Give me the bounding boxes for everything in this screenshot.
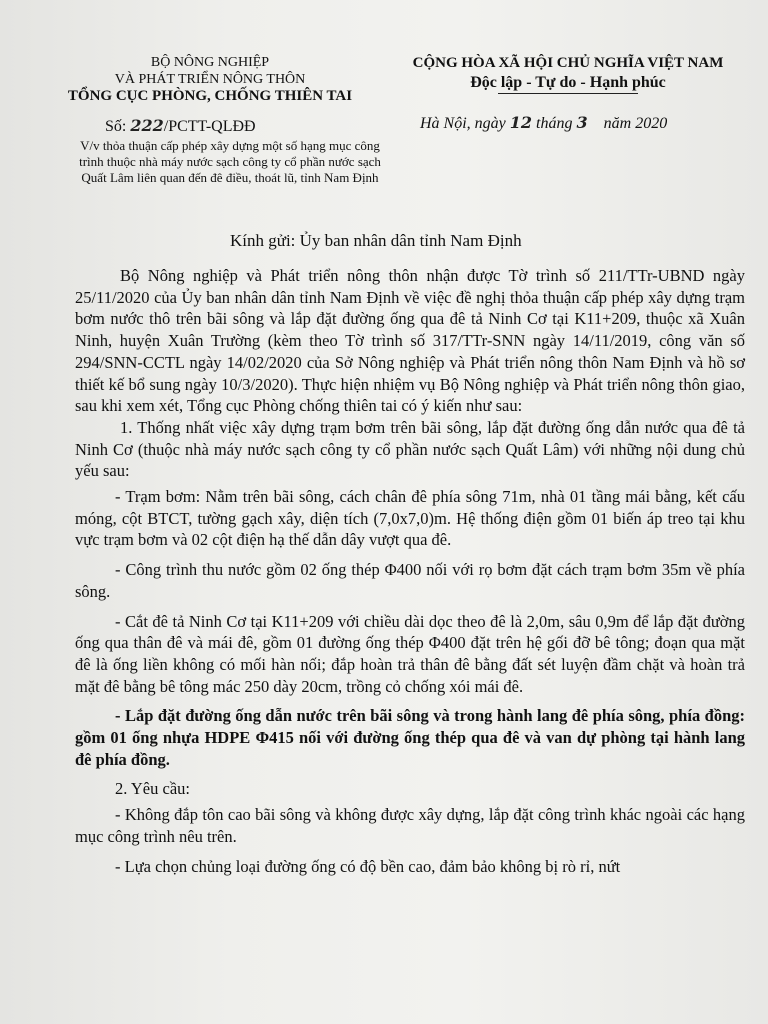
item-pipeline-installation: - Lắp đặt đường ống dẫn nước trên bãi sông và trong hành lang đê phía sông, phía đồng: gồm 01 ống nhựa HDPE Φ415 nối với đường ống thép qua đê và van dự phòng tại hành lang đê phía đồng. [75, 706, 745, 769]
ministry-name-line2: VÀ PHÁT TRIỂN NÔNG THÔN [114, 72, 306, 87]
doc-number-suffix: /PCTT-QLĐĐ [163, 118, 256, 135]
addressee: Kính gửi: Ủy ban nhân dân tỉnh Nam Định [230, 231, 522, 250]
item-pump-station: - Trạm bơm: Nằm trên bãi sông, cách chân đê phía sông 71m, nhà 01 tầng mái bằng, kết cấu móng, cột BTCT, tường gạch xây, diện tích (7,0x7,0)m. Hệ thống điện gồm 01 biến áp treo tại khu vực trạm bơm và 02 cột điện hạ thế dẫn dây vượt qua đê. [75, 487, 745, 550]
document-date [420, 113, 667, 133]
requirement-2: - Lựa chọn chủng loại đường ống có độ bền cao, đảm bảo không bị rò rỉ, nứt [115, 856, 621, 876]
republic-name: CỘNG HÒA XÃ HỘI CHỦ NGHĨA VIỆT NAM [412, 55, 724, 71]
date-month-label: tháng [536, 115, 573, 132]
requirement-1: - Không đắp tôn cao bãi sông và không được xây dựng, lắp đặt công trình khác ngoài các hạng mục công trình nêu trên. [75, 805, 745, 846]
intro-paragraph: Bộ Nông nghiệp và Phát triển nông thôn nhận được Tờ trình số 211/TTr-UBND ngày 25/11/2020 của Ủy ban nhân dân tỉnh Nam Định về việc đề nghị thỏa thuận cấp phép xây dựng trạm bơm nước thô trên bãi sông và lắp đặt đường ống qua đê tả Ninh Cơ tại K11+209, thuộc xã Xuân Ninh, huyện Xuân Trường (kèm theo Tờ trình số 317/TTr-SNN ngày 14/11/2019, công văn số 294/SNN-CCTL ngày 14/02/2020 của Sở Nông nghiệp và Phát triển nông thôn Nam Định và hồ sơ thiết kế bổ sung ngày 10/3/2020). Thực hiện nhiệm vụ Bộ Nông nghiệp và Phát triển nông thôn giao, sau khi xem xét, Tổng cục Phòng chống thiên tai có ý kiến như sau: [75, 266, 745, 416]
item-water-intake: - Công trình thu nước gồm 02 ống thép Φ400 nối với rọ bơm đặt cách trạm bơm 35m về phía sông. [75, 560, 745, 601]
document-subject: V/v thỏa thuận cấp phép xây dựng một số hạng mục công trình thuộc nhà máy nước sạch công ty cổ phần nước sạch Quất Lâm liên quan đến đê điều, thoát lũ, tỉnh Nam Định [79, 138, 381, 185]
doc-number-prefix: Số: [105, 118, 127, 135]
agency-name: TỔNG CỤC PHÒNG, CHỐNG THIÊN TAI [67, 88, 353, 104]
date-prefix: Hà Nội, ngày [420, 115, 506, 132]
motto-underline [498, 93, 638, 94]
doc-number-handwritten: 222 [130, 116, 164, 135]
document-number [105, 116, 256, 136]
date-month-handwritten: 3 [576, 113, 588, 132]
section-1-paragraph: 1. Thống nhất việc xây dựng trạm bơm trên bãi sông, lắp đặt đường ống dẫn nước qua đê tả Ninh Cơ (thuộc nhà máy nước sạch công ty cổ phần nước sạch Quất Lâm) với những nội dung chủ yếu sau: [75, 417, 745, 481]
republic-header [378, 54, 758, 94]
item-dike-cutting: - Cắt đê tả Ninh Cơ tại K11+209 với chiều dài dọc theo đê là 2,0m, sâu 0,9m để lắp đặt đường ống qua thân đê và mái đê, gồm 01 đường ống thép Φ400 đặt trên hệ gối đỡ bê tông; đoạn qua mặt đê là ống liền không có mối hàn nối; đắp hoàn trả thân đê bằng đất sét luyện đầm chặt và hoàn trả mặt đê bằng bê tông mác 250 dày 20cm, trồng cỏ chống xói mái đê. [75, 611, 745, 696]
ministry-name-line1: BỘ NÔNG NGHIỆP [150, 55, 270, 70]
date-year: năm 2020 [603, 115, 668, 132]
document-body [75, 265, 745, 877]
ministry-header [40, 54, 380, 105]
section-2-heading: 2. Yêu cầu: [115, 779, 190, 799]
date-day-handwritten: 12 [509, 113, 533, 132]
national-motto: Độc lập - Tự do - Hạnh phúc [470, 74, 666, 91]
